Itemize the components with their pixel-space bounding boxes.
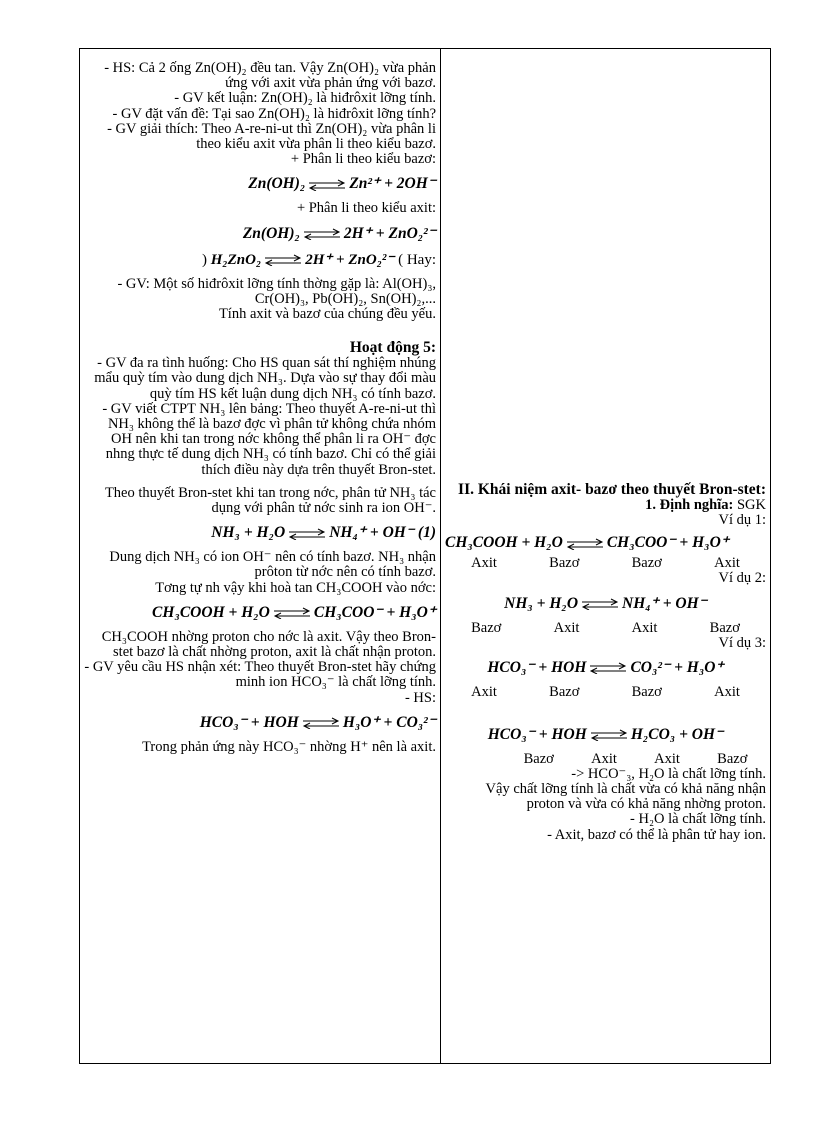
example-2-roles: Bazơ Axit Axit Bazơ (471, 619, 740, 636)
bronsted-definition-note: CH₃COOH nhờng proton cho nớc là axit. Vậy theo Bron-stet bazơ là chất nhờng proton, axit là chất nhận proton. (101, 628, 436, 661)
example-1-equation: CH₃COOH + H₂O CH₃COO⁻ + H₃O⁺ (445, 534, 729, 552)
content-column (441, 482, 772, 843)
bronsted-nh3: Theo thuyết Bron-stet khi tan trong nớc, phân tử NH₃ tác dụng với phân tử nớc sinh ra ion OH⁻. (104, 484, 436, 517)
equilibrium-arrow-icon (588, 662, 628, 674)
equilibrium-arrow-icon (307, 179, 347, 191)
example-3b-equation: HCO₃⁻ + HOH H₂CO₃ + OH⁻ (487, 725, 724, 743)
section-ii-heading: II. Khái niệm axit- bazơ theo thuyết Bron-stet: (458, 481, 766, 498)
water-amphoteric: - H₂O là chất lỡng tính. (630, 811, 766, 828)
equilibrium-arrow-icon (302, 228, 342, 240)
base-dissociation-label: + Phân li theo kiểu bazơ: (290, 151, 436, 168)
gv-request: - GV yêu cầu HS nhận xét: Theo thuyết Bron-stet hãy chứng minh ion HCO₃⁻ là chất lỡng tính. (84, 659, 436, 691)
nh3-basic-note: Dung dịch NH₃ có ion OH⁻ nên có tính bazơ. NH₃ nhận prôton từ nớc nên có tính bazơ. (109, 549, 436, 581)
equation-h2zno2: ) H₂ZnO₂ 2H⁺ + ZnO₂²⁻ ( Hay: (202, 251, 436, 268)
example-2-label: Ví dụ 2: (718, 570, 766, 587)
definition-line (445, 498, 766, 513)
acid-dissociation-label: + Phân li theo kiểu axit: (296, 200, 436, 217)
equilibrium-arrow-icon (301, 717, 341, 729)
equation-base-dissociation: Zn(OH)₂ Zn²⁺ + 2OH⁻ (248, 175, 436, 193)
equilibrium-arrow-icon (272, 607, 312, 619)
weak-note: Tính axit và bazơ của chúng đều yếu. (218, 306, 436, 323)
equation-nh3-water: NH₃ + H₂O NH₄⁺ + OH⁻ (1) (211, 524, 436, 542)
gv-nh3-explanation: - GV viết CTPT NH₃ lên bảng: Theo thuyết A-re-ni-ut thì NH₃ không thể là bazơ đợc vì phân tử không chứa nhóm OH nên khi tan trong nớc không thể phân li ra OH⁻ đợc nhng thực tế dung dịch NH₃ có tính bazơ. Chỉ có thể giải thích điều này dựa trên thuyết Bron-stet. (102, 400, 436, 478)
equation-acid-dissociation: Zn(OH)₂ 2H⁺ + ZnO₂²⁻ (242, 224, 436, 242)
teacher-activity-column (80, 49, 440, 755)
gv-situation: - GV đa ra tình huống: Cho HS quan sát thí nghiệm nhúng mẩu quỳ tím vào dung dịch NH₃. Dựa vào sự thay đổi màu quỳ tím HS kết luận dung dịch NH₃ có tính bazơ. (94, 355, 436, 402)
hs-observation: - HS: Cả 2 ống Zn(OH)₂ đều tan. Vậy Zn(OH)₂ vừa phản ứng với axit vừa phản ứng với bazơ. (104, 60, 436, 92)
definition-ref: SGK (733, 497, 766, 513)
definition-heading: 1. Định nghĩa: (645, 497, 734, 513)
activity-5-heading: Hoạt động 5: (349, 339, 436, 357)
hco3-acid-note: Trong phản ứng này HCO₃⁻ nhờng H⁺ nên là axit. (142, 738, 436, 755)
lesson-table (79, 48, 771, 1064)
example-3b-roles: Bazơ Axit Axit Bazơ (523, 750, 748, 767)
amphoteric-examples: - GV: Một số hiđrôxit lỡng tính thờng gặp là: Al(OH)₃, Cr(OH)₃, Pb(OH)₂, Sn(OH)₂,... (117, 275, 436, 307)
equilibrium-arrow-icon (287, 528, 327, 540)
equilibrium-arrow-icon (263, 254, 303, 266)
acetic-acid-intro: Tơng tự nh vậy khi hoà tan CH₃COOH vào nớc: (155, 579, 436, 596)
gv-question: - GV đặt vấn đề: Tại sao Zn(OH)₂ là hiđrôxit lỡng tính? (112, 105, 436, 122)
example-3-roles: Axit Bazơ Bazơ Axit (471, 683, 740, 700)
amphoteric-definition: Vậy chất lỡng tính là chất vừa có khả năng nhận proton và vừa có khả năng nhờng proton. (485, 781, 766, 813)
equation-hco3-acid: HCO₃⁻ + HOH H₃O⁺ + CO₃²⁻ (199, 713, 436, 731)
equilibrium-arrow-icon (580, 598, 620, 610)
hs-answer-label: - HS: (404, 689, 436, 706)
amphoteric-conclusion: -> HCO⁻₃, H₂O là chất lỡng tính. (571, 765, 766, 782)
equilibrium-arrow-icon (565, 538, 605, 550)
acid-base-note: - Axit, bazơ có thể là phân tử hay ion. (547, 826, 766, 843)
equation-acetic-water: CH₃COOH + H₂O CH₃COO⁻ + H₃O⁺ (152, 603, 436, 621)
gv-explanation: - GV giải thích: Theo A-re-ni-ut thì Zn(OH)₂ vừa phân li theo kiểu axit vừa phân li theo kiểu bazơ. (107, 120, 436, 153)
gv-conclusion: - GV kết luận: Zn(OH)₂ là hiđrôxit lỡng tính. (174, 90, 436, 107)
example-1-roles: Axit Bazơ Bazơ Axit (471, 555, 740, 572)
example-3-label: Ví dụ 3: (718, 634, 766, 651)
example-3-equation: HCO₃⁻ + HOH CO₃²⁻ + H₃O⁺ (487, 658, 724, 676)
example-2-equation: NH₃ + H₂O NH₄⁺ + OH⁻ (504, 594, 707, 612)
example-1-label: Ví dụ 1: (718, 512, 766, 529)
equilibrium-arrow-icon (589, 729, 629, 741)
